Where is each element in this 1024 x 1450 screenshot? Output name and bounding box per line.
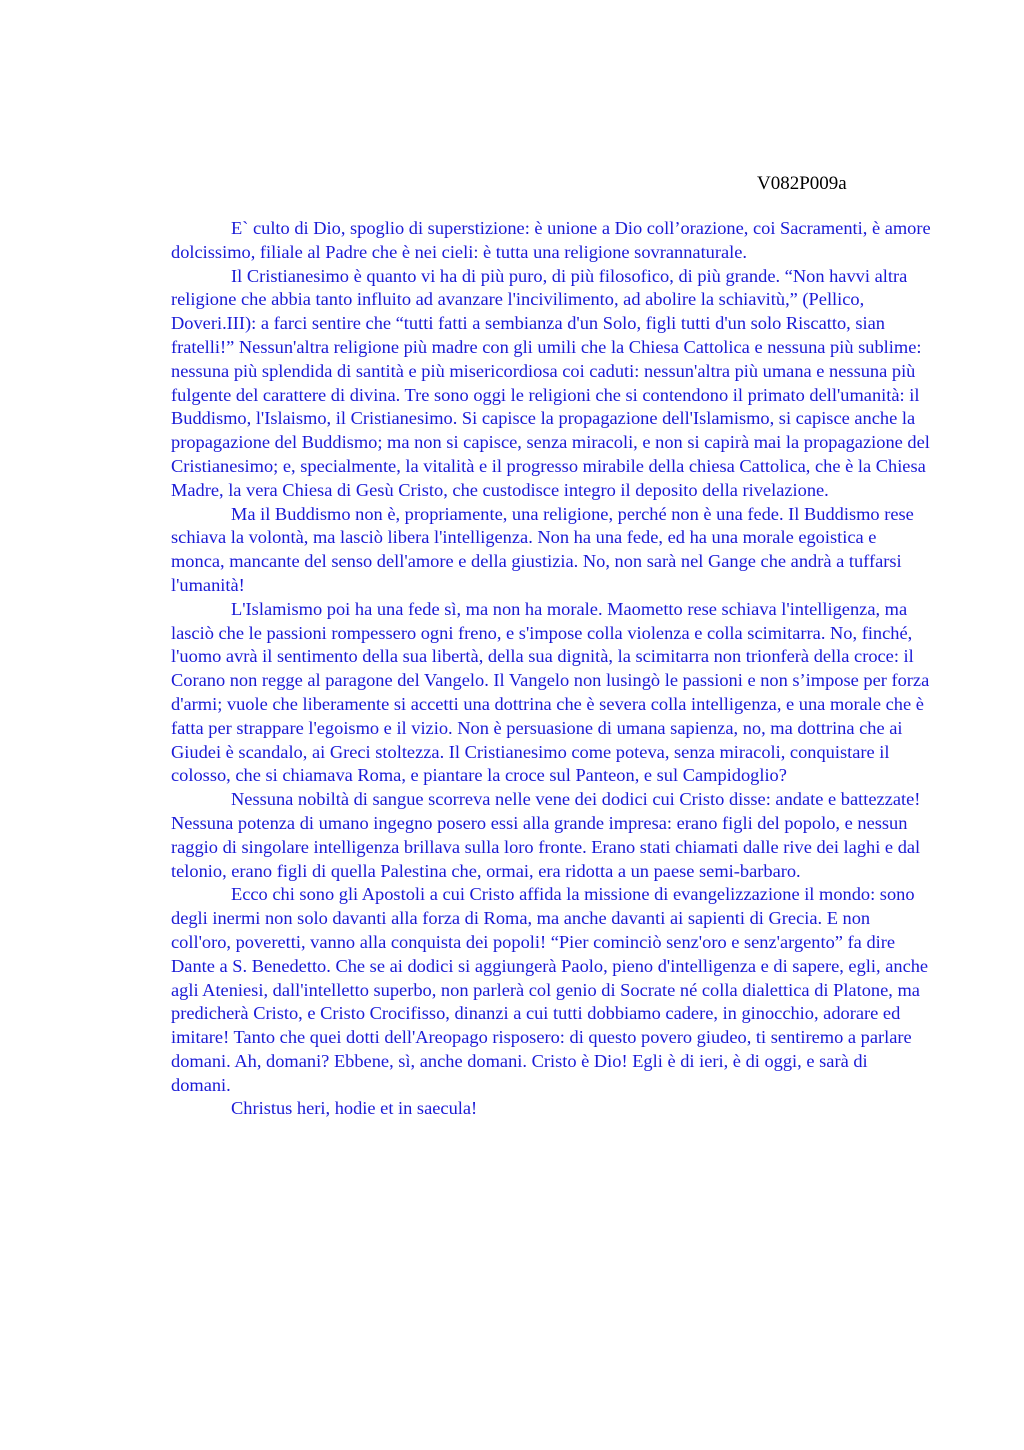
page-reference-code: V082P009a [757,173,847,194]
document-body [171,217,931,1121]
paragraph-7: Christus heri, hodie et in saecula! [231,1098,478,1119]
paragraph-2: Il Cristianesimo è quanto vi ha di più puro, di più filosofico, di più grande. “Non havvi altra religione che abbia tanto influito ad avanzare l'incivilimento, ad abolire la schiavitù,” (Pellico, Doveri.III): a farci sentire che “tutti fatti a sembianza d'un Solo, figli tutti d'un solo Riscatto, sian fratelli!” Nessun'altra religione più madre con gli umili che la Chiesa Cattolica e nessuna più sublime: nessuna più splendida di santità e più misericordiosa coi caduti: nessun'altra più umana e nessuna più fulgente del carattere di divina. Tre sono oggi le religioni che si contendono il primato dell'umanità: il Buddismo, l'Islaismo, il Cristianesimo. Si capisce la propagazione dell'Islamismo, si capisce anche la propagazione del Buddismo; ma non si capisce, senza miracoli, e non si capirà mai la propagazione del Cristianesimo; e, specialmente, la vitalità e il progresso mirabile della chiesa Cattolica, che è la Chiesa Madre, la vera Chiesa di Gesù Cristo, che custodisce integro il deposito della rivelazione. [171,265,930,500]
paragraph-1: E` culto di Dio, spoglio di superstizione: è unione a Dio coll’orazione, coi Sacramenti, è amore dolcissimo, filiale al Padre che è nei cieli: è tutta una religione sovrannaturale. [171,218,931,262]
paragraph-3: Ma il Buddismo non è, propriamente, una religione, perché non è una fede. Il Buddismo rese schiava la volontà, ma lasciò libera l'intelligenza. Non ha una fede, ed ha una morale egoistica e monca, mancante del senso dell'amore e della giustizia. No, non sarà nel Gange che andrà a tuffarsi l'umanità! [171,503,914,595]
paragraph-6: Ecco chi sono gli Apostoli a cui Cristo affida la missione di evangelizzazione il mondo: sono degli inermi non solo davanti alla forza di Roma, ma anche davanti ai sapienti di Grecia. E non coll'oro, poveretti, vanno alla conquista dei popoli! “Pier cominciò senz'oro e senz'argento” fa dire Dante a S. Benedetto. Che se ai dodici si aggiungerà Paolo, pieno d'intelligenza e di sapere, egli, anche agli Ateniesi, dall'intelletto superbo, non parlerà col genio di Socrate né colla dialettica di Platone, ma predicherà Cristo, e Cristo Crocifisso, dinanzi a cui tutti dobbiamo cadere, in ginocchio, adorare ed imitare! Tanto che quei dotti dell'Areopago risposero: di questo povero giudeo, ti sentiremo a parlare domani. Ah, domani? Ebbene, sì, anche domani. Cristo è Dio! Egli è di ieri, è di oggi, e sarà di domani. [171,884,929,1095]
paragraph-4: L'Islamismo poi ha una fede sì, ma non ha morale. Maometto rese schiava l'intelligenza, ma lasciò che le passioni rompessero ogni freno, e s'impose colla violenza e colla scimitarra. No, finché, l'uomo avrà il sentimento della sua libertà, della sua dignità, la scimitarra non trionferà della croce: il Corano non regge al paragone del Vangelo. Il Vangelo non lusingò le passioni e non s’impose per forza d'armi; vuole che liberamente si accetti una dottrina che è severa colla intelligenza, e una morale che è fatta per strappare l'egoismo e il vizio. Non è persuasione di umana sapienza, no, ma dottrina che ai Giudei è scandalo, ai Greci stoltezza. Il Cristianesimo come poteva, senza miracoli, conquistare il colosso, che si chiamava Roma, e piantare la croce sul Panteon, e sul Campidoglio? [171,598,930,786]
paragraph-5: Nessuna nobiltà di sangue scorreva nelle vene dei dodici cui Cristo disse: andate e battezzate! Nessuna potenza di umano ingegno posero essi alla grande impresa: erano figli del popolo, e nessun raggio di singolare intelligenza brillava sulla loro fronte. Erano stati chiamati dalle rive dei laghi e dal telonio, erano figli di quella Palestina che, ormai, era ridotta a un paese semi-barbaro. [171,789,921,881]
